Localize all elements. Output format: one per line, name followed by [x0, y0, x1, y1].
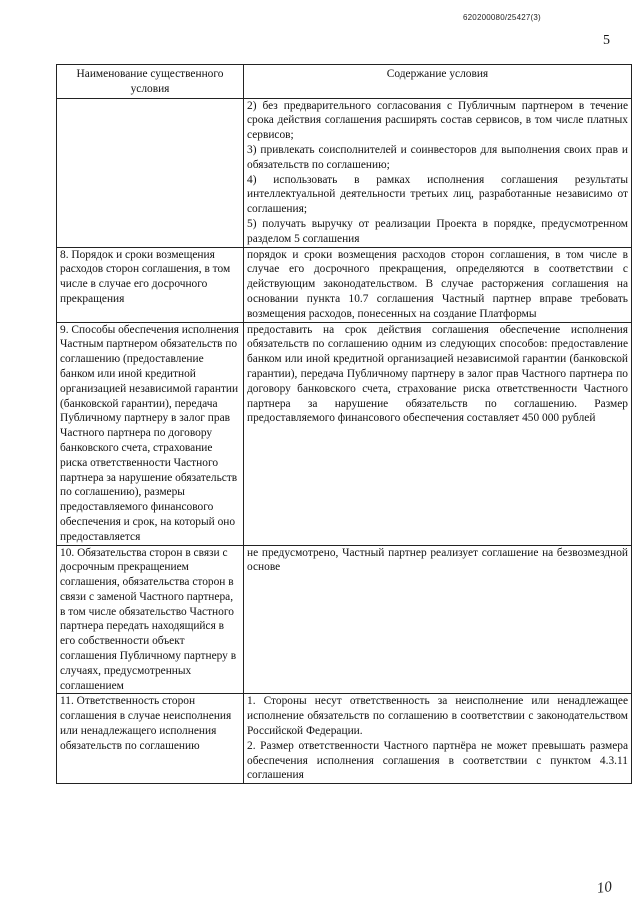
handwritten-page-number: 10 — [595, 879, 613, 897]
header-condition-name: Наименование существенного условия — [57, 65, 244, 99]
condition-content-cell — [244, 98, 632, 247]
table-header-row — [57, 65, 632, 99]
condition-content-cell — [244, 247, 632, 322]
condition-content-cell — [244, 322, 632, 545]
content-paragraph: 2) без предварительного согласования с Публичным партнером в течение срока действия соглашения расширять состав сервисов, в том числе платных сервисов; — [247, 99, 628, 142]
condition-name-cell — [57, 98, 244, 247]
table-row — [57, 545, 632, 694]
document-id: 620200080/25427(3) — [463, 13, 541, 22]
conditions-table — [56, 64, 632, 784]
page-number: 5 — [603, 33, 610, 48]
table-row — [57, 247, 632, 322]
content-paragraph: 5) получать выручку от реализации Проекта в порядке, предусмотренном разделом 5 соглашения — [247, 217, 628, 245]
content-paragraph: 2. Размер ответственности Частного партнёра не может превышать размера обеспечения исполнения соглашения в соответствии с пунктом 4.3.11 соглашения — [247, 739, 628, 782]
table-row — [57, 322, 632, 545]
table-row — [57, 98, 632, 247]
content-paragraph: 1. Стороны несут ответственность за неисполнение или ненадлежащее исполнение обязательств по соглашению в соответствии с законодательством Российской Федерации. — [247, 695, 628, 738]
content-paragraph: порядок и сроки возмещения расходов сторон соглашения, в том числе в случае его досрочного прекращения, определяются в соответствии с действующим законодательством. В случае расторжения соглашения на основании пункта 10.7 соглашения Частный партнер вправе требовать возмещения расходов, понесенных на создание Платформы — [247, 248, 628, 320]
condition-content-cell — [244, 545, 632, 694]
content-paragraph: 3) привлекать соисполнителей и соинвесторов для выполнения своих прав и обязательств по соглашению; — [247, 143, 628, 171]
content-paragraph: предоставить на срок действия соглашения обеспечение исполнения обязательств по соглашению одним из следующих способов: предоставление банком или иной кредитной организацией независимой гарантии (банковской гарантии), передача Публичному партнеру в залог прав Частного партнера по договору банковского счета, страхование риска ответственности Частного партнера за нарушение обязательств по соглашению. Размер предоставляемого финансового обеспечения составляет 450 000 рублей — [247, 323, 628, 425]
condition-name-cell: 10. Обязательства сторон в связи с досрочным прекращением соглашения, обязательства сторон в связи с заменой Частного партнера, в том числе обязательство Частного партнера передать находящийся в его собственности объект соглашения Публичному партнеру в случаях, предусмотренных соглашением — [57, 545, 244, 694]
header-condition-content: Содержание условия — [244, 65, 632, 99]
condition-name-cell: 9. Способы обеспечения исполнения Частным партнером обязательств по соглашению (предоставление банком или иной кредитной организацией независимой гарантии (банковской гарантии), передача Публичному партнеру в залог прав Частного партнера по договору банковского счета, страхование риска ответственности Частного партнера за нарушение обязательств по соглашению), размеры предоставляемого финансового обеспечения и срок, на который оно предоставляется — [57, 322, 244, 545]
content-paragraph: не предусмотрено, Частный партнер реализует соглашение на безвозмездной основе — [247, 546, 628, 574]
condition-content-cell — [244, 694, 632, 784]
condition-name-cell: 8. Порядок и сроки возмещения расходов сторон соглашения, в том числе в случае его досрочного прекращения — [57, 247, 244, 322]
table-row — [57, 694, 632, 784]
content-paragraph: 4) использовать в рамках исполнения соглашения результаты интеллектуальной деятельности третьих лиц, разработанные независимо от соглашения; — [247, 173, 628, 216]
condition-name-cell: 11. Ответственность сторон соглашения в случае неисполнения или ненадлежащего исполнения обязательств по соглашению — [57, 694, 244, 784]
